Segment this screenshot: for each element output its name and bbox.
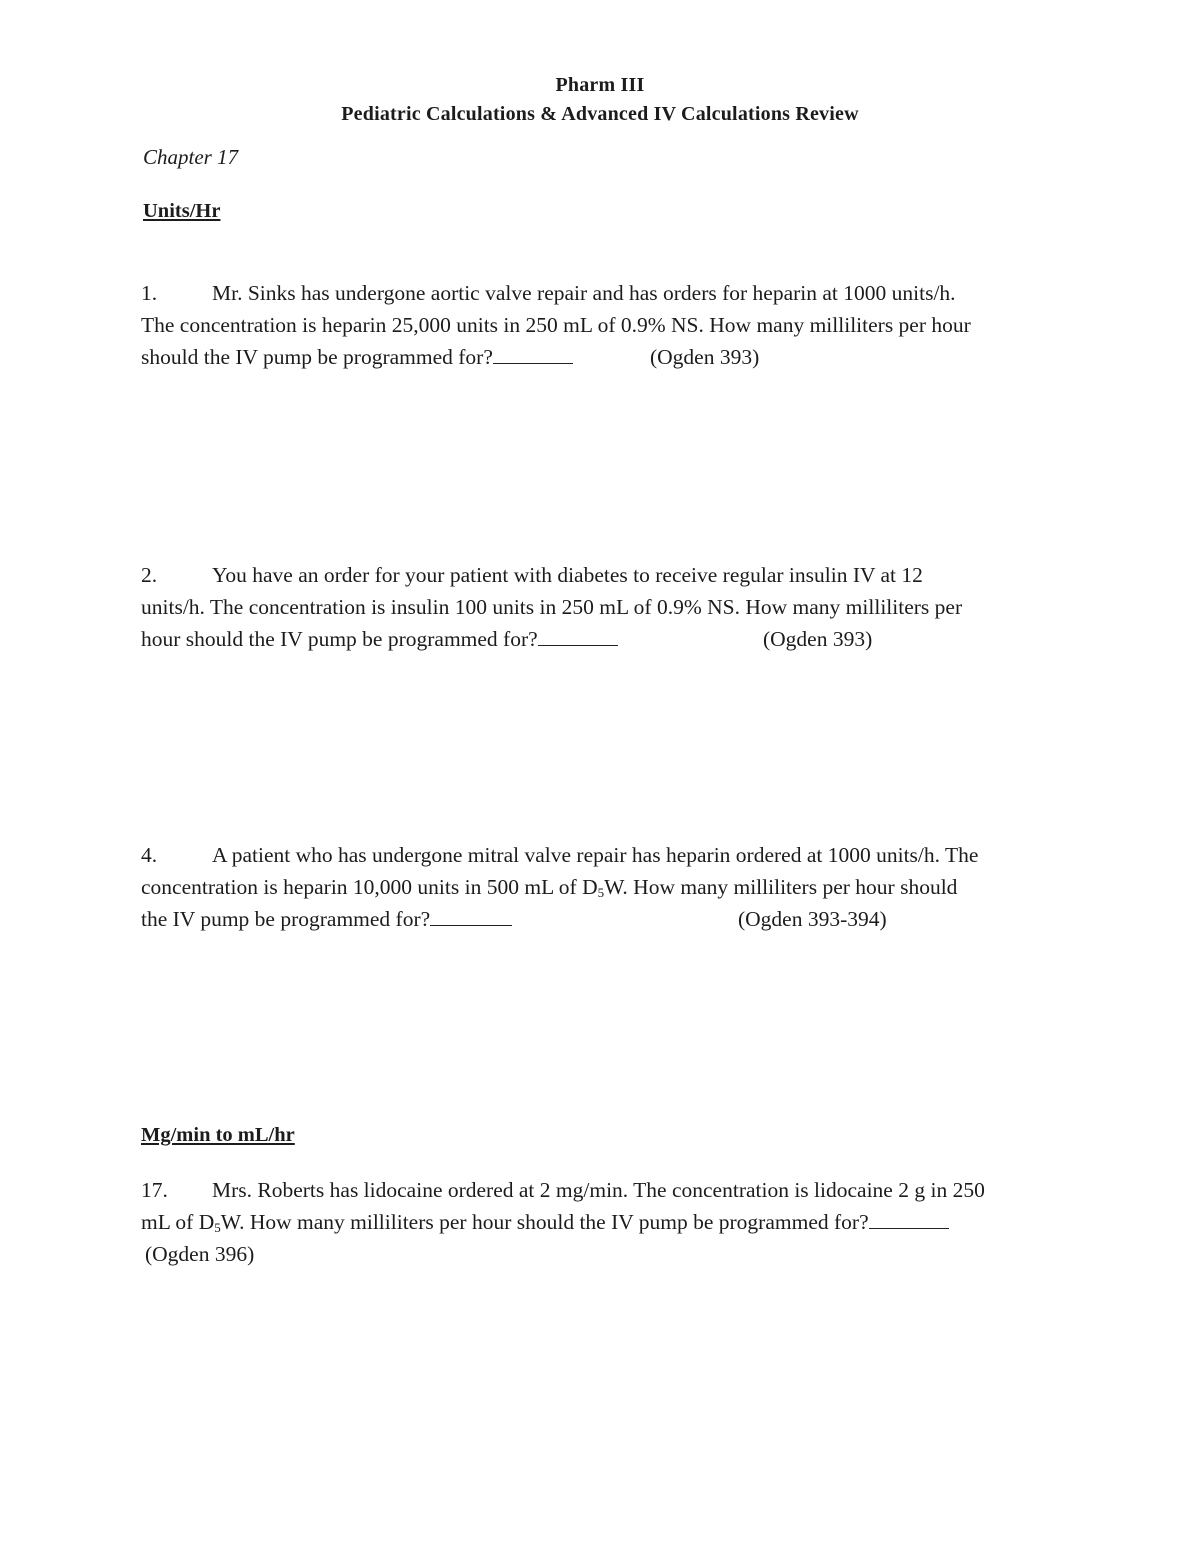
question-17: [141, 1174, 1081, 1270]
question-text-line-2: mL of $D_5W$. How many milliliters per hour should the IV pump be programmed for?: [141, 1206, 1081, 1238]
question-text-line-1: Mrs. Roberts has lidocaine ordered at 2 mg/min. The concentration is lidocaine 2 g in 250: [212, 1178, 985, 1202]
question-2: [141, 559, 1081, 655]
reference-citation: (Ogden 396): [145, 1242, 255, 1266]
question-text-line-2: The concentration is heparin 25,000 units in 250 mL of 0.9% NS. How many milliliters per hour: [141, 313, 971, 337]
chapter-label: Chapter 17: [143, 145, 239, 169]
section-heading-units-hr: Units/Hr: [143, 200, 221, 222]
question-text-line-2: concentration is heparin 10,000 units in 500 mL of $D_5W$. How many milliliters per hour should: [141, 875, 958, 900]
reference-citation: (Ogden 393): [763, 627, 873, 651]
answer-blank[interactable]: [430, 905, 512, 926]
question-text-line-3: hour should the IV pump be programmed for?: [141, 627, 538, 651]
answer-blank[interactable]: [493, 343, 573, 364]
question-number: 4.: [141, 843, 158, 867]
question-text-line-3: the IV pump be programmed for?: [141, 907, 431, 931]
question-text-line-2: units/h. The concentration is insulin 100 units in 250 mL of 0.9% NS. How many milliliters per: [141, 595, 963, 619]
subscript: 5: [214, 1220, 221, 1235]
question-text-line-1: Mr. Sinks has undergone aortic valve repair and has orders for heparin at 1000 units/h.: [212, 281, 956, 305]
section-heading-mg-min-to-ml-hr: Mg/min to mL/hr: [141, 1124, 295, 1146]
question-number: 2.: [141, 563, 158, 587]
subscript: 5: [597, 885, 605, 900]
question-text-line-1: A patient who has undergone mitral valve repair has heparin ordered at 1000 units/h. The: [212, 843, 979, 867]
question-1: [141, 277, 1081, 373]
question-number: 1.: [141, 281, 158, 305]
reference-citation: (Ogden 393): [650, 345, 760, 369]
page-title: Pharm III: [555, 74, 645, 96]
reference-citation: (Ogden 393-394): [738, 907, 887, 931]
question-number: 17.: [141, 1178, 168, 1202]
question-text-line-3: should the IV pump be programmed for?: [141, 345, 493, 369]
page-subtitle: Pediatric Calculations & Advanced IV Calculations Review: [341, 103, 859, 125]
question-4: [141, 839, 1081, 935]
answer-blank[interactable]: [869, 1208, 949, 1229]
answer-blank[interactable]: [538, 625, 618, 646]
question-text-line-1: You have an order for your patient with diabetes to receive regular insulin IV at 12: [212, 563, 923, 587]
